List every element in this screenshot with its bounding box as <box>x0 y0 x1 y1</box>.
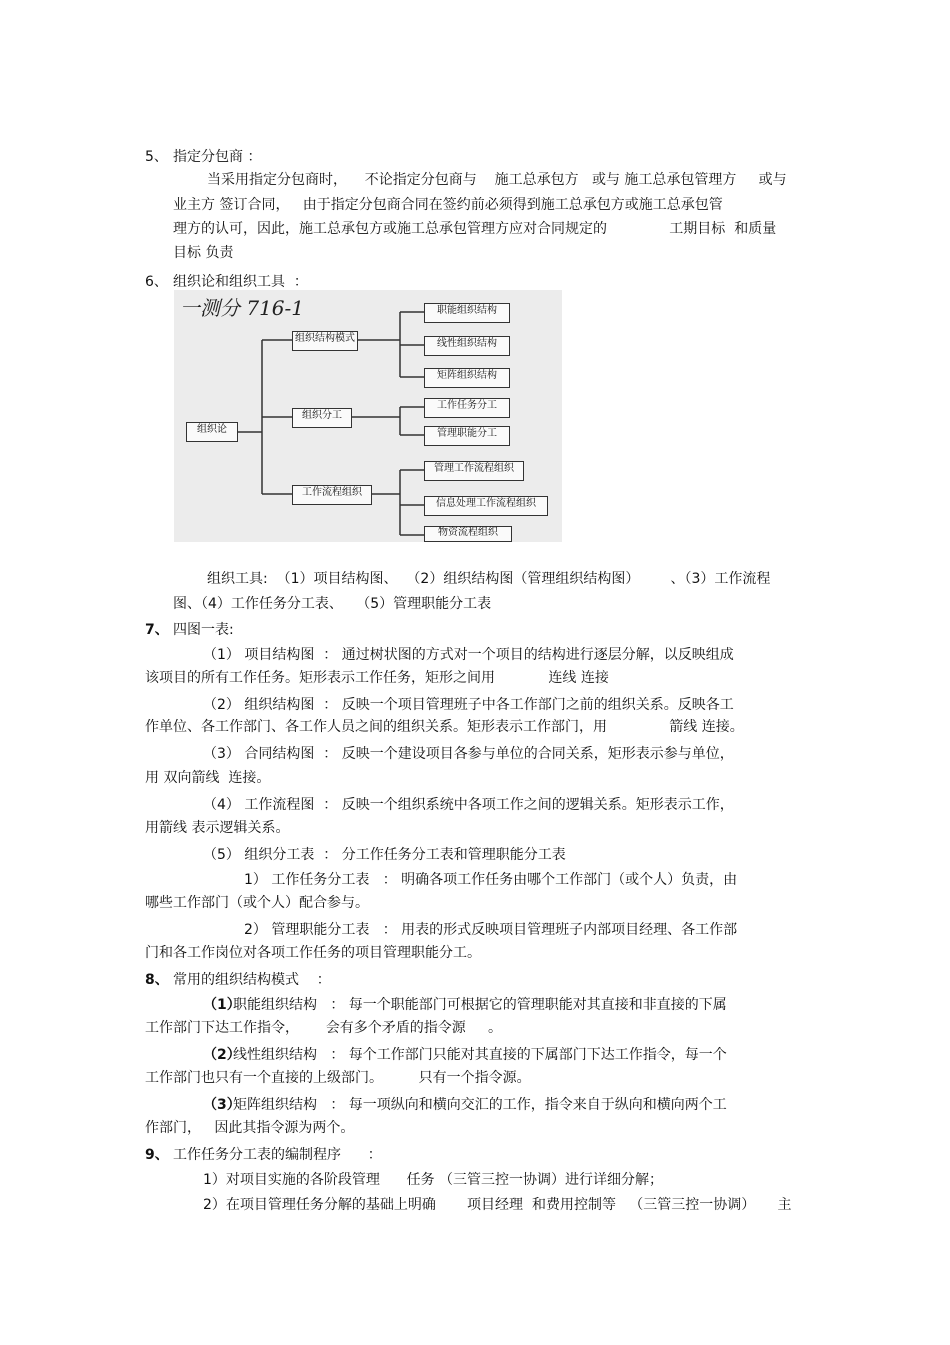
section-5-line-4: 目标 负责 <box>173 245 234 261</box>
mode-3-line-2: 作部门， 因此其指令源为两个。 <box>145 1120 355 1136</box>
section-5-title: 指定分包商 ： <box>173 149 262 165</box>
mode-1-number: （1） <box>203 997 241 1013</box>
diagram-leaf-material-flow: 物资流程组织 <box>424 526 512 542</box>
chart-5-sub-2-line-2: 门和各工作岗位对各项工作任务的项目管理职能分工。 <box>145 945 481 961</box>
section-5-line-2: 业主方 签订合同， 由于指定分包商合同在签约前必须得到施工总承包方或施工总承包管 <box>173 197 723 213</box>
section-5-number: 5、 <box>145 149 168 165</box>
procedure-step-2: 2）在项目管理任务分解的基础上明确 项目经理 和费用控制等 （三管三控一协调） 主 <box>203 1197 792 1213</box>
chart-3-line-2: 用 双向箭线 连接。 <box>145 770 271 786</box>
mode-3-line-1: 矩阵组织结构 ： 每一项纵向和横向交汇的工作，指令来自于纵向和横向两个工 <box>233 1097 727 1113</box>
chart-4-line-1: （4） 工作流程图 ： 反映一个组织系统中各项工作之间的逻辑关系。矩形表示工作， <box>203 797 734 813</box>
section-7-title: 四图一表: <box>173 622 234 638</box>
chart-3-line-1: （3） 合同结构图 ： 反映一个建设项目各参与单位的合同关系，矩形表示参与单位， <box>203 746 734 762</box>
section-5-line-1: 当采用指定分包商时， 不论指定分包商与 施工总承包方 或与 施工总承包管理方 或与 <box>207 172 787 188</box>
diagram-leaf-function-division: 管理职能分工 <box>424 426 510 446</box>
diagram-leaf-task-division: 工作任务分工 <box>424 398 510 418</box>
mode-2-line-2: 工作部门也只有一个直接的上级部门。 只有一个指令源。 <box>145 1070 531 1086</box>
section-9-number: 9、 <box>145 1147 169 1163</box>
diagram-node-workflow: 工作流程组织 <box>292 485 372 505</box>
section-5-line-3: 理方的认可，因此，施工总承包方或施工总承包管理方应对合同规定的 工期目标 和质量 <box>173 221 777 237</box>
chart-1-line-1: （1） 项目结构图 ： 通过树状图的方式对一个项目的结构进行逐层分解，以反映组成 <box>203 647 734 663</box>
tools-line-2: 图、（4）工作任务分工表、 （5）管理职能分工表 <box>173 596 492 612</box>
chart-1-line-2: 该项目的所有工作任务。矩形表示工作任务，矩形之间用 连线 连接 <box>145 670 609 686</box>
diagram-leaf-matrix: 矩阵组织结构 <box>424 368 510 388</box>
mode-2-number: （2） <box>203 1047 241 1063</box>
diagram-leaf-info-flow: 信息处理工作流程组织 <box>424 496 548 516</box>
chart-2-line-2: 作单位、各工作部门、各工作人员之间的组织关系。矩形表示工作部门，用 箭线 连接。 <box>145 719 744 735</box>
diagram-leaf-mgmt-flow: 管理工作流程组织 <box>424 461 524 481</box>
mode-1-line-2: 工作部门下达工作指令， 会有多个矛盾的指令源 。 <box>145 1020 502 1036</box>
tools-line-1: 组织工具: （1）项目结构图、 （2）组织结构图（管理组织结构图） 、（3）工作流程 <box>207 571 771 587</box>
mode-1-line-1: 职能组织结构 ： 每一个职能部门可根据它的管理职能对其直接和非直接的下属 <box>233 997 727 1013</box>
section-8-number: 8、 <box>145 972 169 988</box>
procedure-step-1: 1）对项目实施的各阶段管理 任务 （三管三控一协调）进行详细分解； <box>203 1172 664 1188</box>
diagram-node-division: 组织分工 <box>292 408 352 428</box>
chart-5-line-1: （5） 组织分工表 ： 分工作任务分工表和管理职能分工表 <box>203 847 566 863</box>
section-8-title: 常用的组织结构模式 ： <box>173 972 331 988</box>
section-6-title: 组织论和组织工具 ： <box>173 274 308 290</box>
diagram-leaf-linear: 线性组织结构 <box>424 336 510 356</box>
diagram-leaf-functional: 职能组织结构 <box>424 303 510 323</box>
mode-2-line-1: 线性组织结构 ： 每个工作部门只能对其直接的下属部门下达工作指令，每一个 <box>233 1047 727 1063</box>
section-7-number: 7、 <box>145 622 169 638</box>
section-6-number: 6、 <box>145 274 168 290</box>
chart-2-line-1: （2） 组织结构图 ： 反映一个项目管理班子中各工作部门之前的组织关系。反映各工 <box>203 697 734 713</box>
diagram-root-box: 组织论 <box>186 422 238 442</box>
chart-5-sub-1-line-1: 1） 工作任务分工表 ： 明确各项工作任务由哪个工作部门（或个人）负责，由 <box>244 872 738 888</box>
diagram-node-structure-mode: 组织结构模式 <box>292 331 358 351</box>
org-theory-diagram <box>174 290 562 542</box>
mode-3-number: （3） <box>203 1097 241 1113</box>
section-9-title: 工作任务分工表的编制程序 ： <box>173 1147 382 1163</box>
handwritten-note: 一测分 716-1 <box>180 296 305 320</box>
chart-4-line-2: 用箭线 表示逻辑关系。 <box>145 820 290 836</box>
chart-5-sub-1-line-2: 哪些工作部门（或个人）配合参与。 <box>145 895 369 911</box>
chart-5-sub-2-line-1: 2） 管理职能分工表 ： 用表的形式反映项目管理班子内部项目经理、各工作部 <box>244 922 738 938</box>
